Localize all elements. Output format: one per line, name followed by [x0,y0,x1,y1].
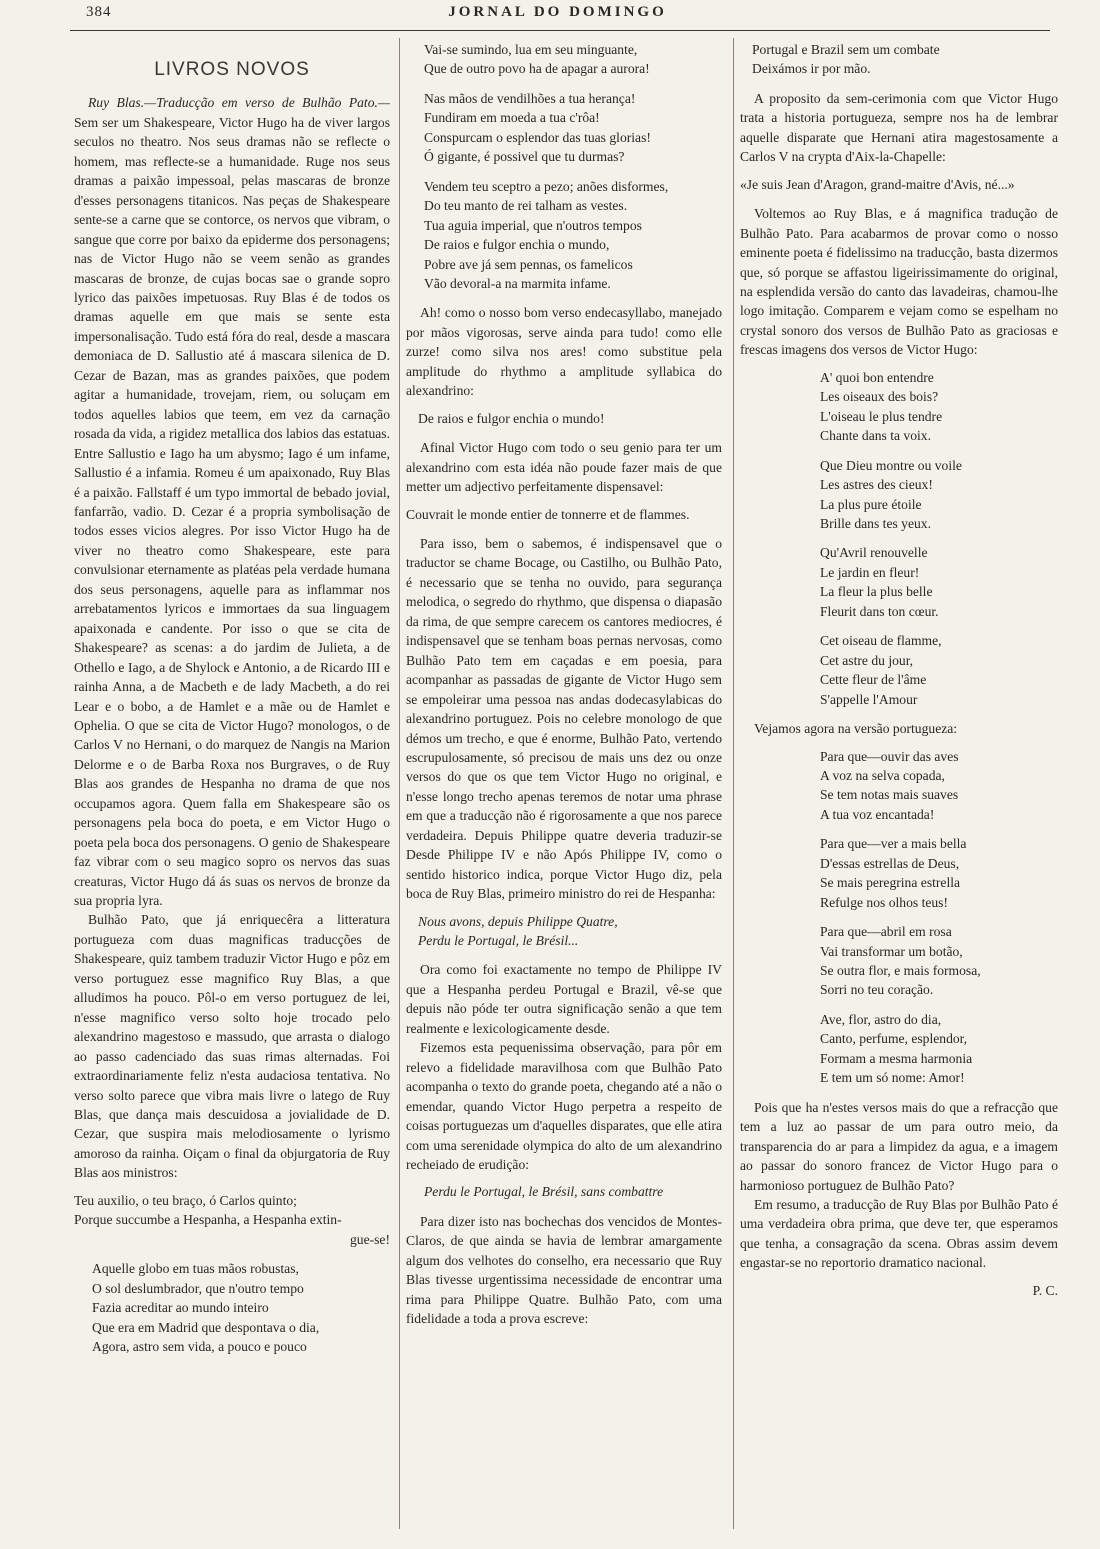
verse-line: O sol deslumbrador, que n'outro tempo [92,1280,304,1296]
header-rule [70,30,1050,31]
verse-line: Tua aguia imperial, que n'outros tempos [424,217,642,233]
column-2 [406,38,722,1529]
quote [406,505,722,524]
verse-line: Ó gigante, é possivel que tu durmas? [424,149,625,165]
verse-line: Qu'Avril renouvelle [820,545,928,561]
portuguese-stanza [740,834,1058,912]
portuguese-stanza [740,922,1058,1000]
quote [740,175,1058,194]
verse-line: De raios e fulgor enchia o mundo, [424,237,610,253]
verse-block [74,1259,390,1356]
verse-block [74,1191,390,1249]
column-divider [733,38,734,1529]
paragraph: Voltemos ao Ruy Blas, e á magnifica tradução de Bulhão Pato. Para acabarmos de provar como o nosso eminente poeta é fidelissimo na traducção, basta dizermos que, só porque se affastou ligeirissimamente do original, na esplendida versão do canto das lavadeiras, chamou-lhe logo imitação. Comparem e vejam como se espelham no crystal sonoro dos versos de Bulhão Pato as graciosas e frescas imagens dos versos de Victor Hugo: [740,206,1058,358]
paragraph: Em resumo, a traducção de Ruy Blas por Bulhão Pato é uma verdadeira obra prima, que deve ter, que esperamos que tenha, a consagração da scena. Obras assim devem engastar-se no reportorio dramatico nacional. [740,1197,1058,1271]
page-number: 384 [86,4,112,20]
verse-line: Se tem notas mais suaves [820,787,959,803]
verse-line: Perdu le Portugal, le Brésil... [418,933,579,949]
verse-block [406,89,722,167]
verse-line: Formam a mesma harmonia [820,1050,973,1066]
paragraph-text: Sem ser um Shakespeare, Victor Hugo ha de viver largos seculos no theatro. Nos seus dramas não se reflecte o homem, mas reflecte-se a humanidade. Ruge nos seus dramas a paixão impessoal, pelas mascaras de bronze d'esses personagens titanicos. Nas peças de Shakespeare sente-se a carne que se contorce, os nervos que vibram, o sangue que corre por baixo da epiderme dos personagens; nas de Victor Hugo não se veem senão as grandes mascaras de bronze, de cujas bocas sae o grande sopro lyrico das paixões impetuosas. Ruy Blas é de todos os dramas aquelle em que mais se sente esta impersonalisação. Tudo está fóra do real, desde a mascara demoniaca de D. Sallustio até á mascara silenica de D. Cezar de Bazan, mas as grandes paixões, que podem agitar a humanidade, trovejam, riem, ou soluçam em todos aquelles labios que teem, em vez da carnação rosada da vida, a rigidez metallica dos labios das estatuas. Entre Sallustio e Iago ha um abysmo; Iago é um infame, Sallustio é a infamia. Romeu é um apaixonado, Ruy Blas é a paixão. Fallstaff é um typo immortal de bebado jovial, fanfarrão, vadio. D. Cezar é a propria symbolisação de todos esses vicios alegres. Por isso Victor Hugo ha de viver no theatro como Shakespeare, este para convulsionar eternamente as platéas pela verdade humana dos seus personagens, aquelle para as inflammar nos arrebatamentos lyricos e immortaes da sua linguagem apaixonada e candente. Por isso o que se cita de Shakespeare? as scenas: a do jardim de Julieta, a de Othello e Iago, a de Shylock e Antonio, a de Ricardo III e rainha Anna, a de Macbeth e de lady Macbeth, a do rei Lear e o bobo, a de Hamlet e a mãe ou de Hamlet e Ophelia. O que se cita de Victor Hugo? monologos, o de Carlos V no Hernani, o do marquez de Nangis na Marion Delorme e o de Barba Roxa nos Burgraves, o de Ruy Blas aos grandes de Hespanha no drama de que nos occupamos agora. Quem falla em Shakespeare são os personagens pela boca do poeta, e em Victor Hugo o poeta pela boca dos personagens. O genio de Shakespeare faz vibrar com o seu magico sopro os nervos das suas creaturas, Victor Hugo dá ás suas os nervos de bronze da sua propria lyra. [74,114,390,909]
french-stanza [740,368,1058,446]
verse-line: Agora, astro sem vida, a pouco e pouco [92,1339,307,1354]
section-title: LIVROS NOVOS [154,59,310,80]
verse-line: Do teu manto de rei talham as vestes. [424,198,628,214]
verse-line: Deixámos ir por mão. [752,61,871,77]
paragraph: Para isso, bem o sabemos, é indispensavel que o traductor se chame Bocage, ou Castilho, ou Bulhão Pato, é necessario que se tenha no ouvido, para segurança melodica, o segredo do rhythmo, que dispensa o diapasão da rima, de que sempre carecem os cantores mediocres, é indispensavel que se tenham boas pernas nervosas, como Bulhão Pato tem em caçadas e em poesia, para acompanhar as passadas de gigante de Victor Hugo sem se empoleirar uma pessoa nas andas dodecasylabicas do alexandrino portuguez. Pois no celebre monologo de que démos um trecho, e que é enorme, Bulhão Pato, vertendo escrupulosamente, só precisou de mais uns dez ou onze versos do que os que tem Victor Hugo no original, e n'esse longo trecho apenas teremos de notar uma phrase em que a traducção não é rigorosamente a que nos parece verdadeira. Depuis Philippe quatre deveria traduzir-se Desde Philippe IV e não Após Philippe IV, como o sentido historico indica, porque Victor Hugo diz, pela boca de Ruy Blas, primeiro ministro do rei de Hespanha: [406,535,722,902]
verse-line: Se mais peregrina estrella [820,875,961,891]
verse-line: Para que—ver a mais bella [820,836,967,852]
quote [406,1182,722,1201]
verse-line: A tua voz encantada! [820,806,935,822]
quote [740,40,1058,79]
verse-line: A' quoi bon entendre [820,369,934,385]
verse-line: Que Dieu montre ou voile [820,457,962,473]
review-heading: Ruy Blas.—Traducção em verso de Bulhão Pato.— [88,95,390,111]
verse-line: Para que—ouvir das aves [820,748,959,764]
verse-line: Fundiram em moeda a tua c'rôa! [424,110,600,126]
verse-line: D'essas estrellas de Deus, [820,855,960,871]
verse-line: Nas mãos de vendilhões a tua herança! [424,90,636,106]
verse-block [406,40,722,79]
verse-line: Canto, perfume, esplendor, [820,1031,968,1047]
paragraph: A proposito da sem-cerimonia com que Victor Hugo trata a historia portugueza, sempre nos ha de lembrar aquelle disparate que Hernani atira magestosamente a Carlos V na crypta d'Aix-la-Chapelle: [740,90,1058,165]
signature: P. C. [1032,1282,1058,1298]
column-3 [740,38,1058,1529]
french-stanza [740,456,1058,534]
verse-line: Que de outro povo ha de apagar a aurora! [424,61,650,77]
paragraph: Pois que ha n'estes versos mais do que a refracção que tem a luz ao passar de um para outro meio, da transparencia do ar para a limpidez da agua, e a imagem ao passar do sonoro francez de Victor Hugo para o harmonioso portuguez de Bulhão Pato? [740,1099,1058,1193]
verse-line: Se outra flor, e mais formosa, [820,963,981,979]
paragraph: Ah! como o nosso bom verso endecasyllabo, manejado por mãos vigorosas, serve ainda para tudo! como elle zurze! como silva nos ares! como substitue pela amplitude do rhythmo a amplitude syllabica do alexandrino: [406,305,722,399]
verse-line: Ave, flor, astro do dia, [820,1011,942,1027]
verse-line: Sorri no teu coração. [820,982,934,998]
paragraph [74,93,390,910]
verse-line: Nous avons, depuis Philippe Quatre, [418,913,618,929]
paragraph: Afinal Victor Hugo com todo o seu genio para ter um alexandrino com esta idéa não poude fazer mais de que metter um adjectivo perfeitamente dispensavel: [406,440,722,495]
verse-line: S'appelle l'Amour [820,691,918,707]
verse-line: Refulge nos olhos teus! [820,894,948,910]
verse-line: Aquelle globo em tuas mãos robustas, [92,1261,299,1277]
verse-line: A voz na selva copada, [820,767,945,783]
masthead [70,2,1045,26]
verse-line: Les oiseaux des bois? [820,389,939,405]
verse-line: De raios e fulgor enchia o mundo! [418,410,605,426]
verse-line: La fleur la plus belle [820,584,933,600]
quote [406,912,722,951]
verse-line: Cet oiseau de flamme, [820,633,942,649]
quote [406,409,722,428]
verse-line: Les astres des cieux! [820,477,933,493]
verse-line: Que era em Madrid que despontava o dia, [92,1319,320,1335]
journal-title: JORNAL DO DOMINGO [448,4,667,20]
paragraph: Ora como foi exactamente no tempo de Philippe IV que a Hespanha perdeu Portugal e Brazil, vê-se que depuis não póde ter outra significação senão a que tem realmente e lexicologicamente desde. [406,962,722,1036]
verse-line: E tem um só nome: Amor! [820,1070,965,1086]
verse-line: Porque succumbe a Hespanha, a Hespanha extin- [74,1212,342,1228]
verse-line: Fleurit dans ton cœur. [820,603,939,619]
verse-line: Cette fleur de l'âme [820,672,927,688]
verse-line: Vai-se sumindo, lua em seu minguante, [424,42,638,57]
paragraph: Vejamos agora na versão portugueza: [754,721,958,737]
verse-line: La plus pure étoile [820,496,922,512]
verse-line: Portugal e Brazil sem um combate [752,42,940,57]
verse-line: Cet astre du jour, [820,652,914,668]
verse-line: Perdu le Portugal, le Brésil, sans combattre [424,1184,664,1200]
verse-line: Chante dans ta voix. [820,428,931,444]
verse-line: Teu auxilio, o teu braço, ó Carlos quinto; [74,1192,297,1208]
verse-line: Le jardin en fleur! [820,564,920,580]
verse-line: L'oiseau le plus tendre [820,408,943,424]
verse-line: Vendem teu sceptro a pezo; anões disformes, [424,178,669,194]
paragraph: Fizemos esta pequenissima observação, para pôr em relevo a fidelidade maravilhosa com que Bulhão Pato acompanha o texto do grande poeta, chegando até a não o emendar, quando Victor Hugo perpetra a respeito de coisas portuguezas um d'aquelles disparates, que elle atira com uma serenidade olympica do alto de um alexandrino recheiado de erudição: [406,1040,722,1173]
portuguese-stanza [740,747,1058,825]
french-stanza [740,543,1058,621]
verse-block [406,177,722,294]
paragraph: Para dizer isto nas bochechas dos vencidos de Montes-Claros, de que ainda se havia de lembrar amargamente algum dos velhotes do conselho, era necessario que Ruy Blas tivesse urgentissima necessidade de encontrar uma rima para Philippe Quatre. Bulhão Pato, com uma fidelidade a toda a prova escreve: [406,1213,722,1327]
verse-line: Couvrait le monde entier de tonnerre et de flammes. [406,506,690,522]
verse-line: Brille dans tes yeux. [820,515,931,531]
verse-line: Vão devoral-a na marmita infame. [424,275,611,291]
verse-line: Para que—abril em rosa [820,924,952,940]
verse-line: Vai transformar um botão, [820,943,963,959]
verse-line: Fazia acreditar ao mundo inteiro [92,1300,269,1316]
verse-line: Conspurcam o esplendor das tuas glorias! [424,129,651,145]
portuguese-stanza [740,1010,1058,1088]
paragraph: Bulhão Pato, que já enriquecêra a litteratura portugueza com duas magnificas traducções de Shakespeare, quiz tambem traduzir Victor Hugo e pôz em verso portuguez esse magnifico Ruy Blas, a que alludimos ha pouco. Pôl-o em verso portuguez de lei, n'esse magnifico verso solto hoje trocado pelo alexandrino magestoso e massudo, que arrasta o dialogo ao passo cadenciado das suas rimas alternadas. Foi extraordinariamente feliz n'esta audaciosa tentativa. No verso solto parece que vibra mais livre o latego de Ruy Blas, que dança mais descuidosa a jovialidade de D. Cezar, que suspira mais melodiosamente o lyrismo amoroso da rainha. Oiçam o final da objurgatoria de Ruy Blas aos ministros: [74,912,390,1181]
column-divider [399,38,400,1529]
verse-line: «Je suis Jean d'Aragon, grand-maitre d'Avis, né...» [740,176,1015,192]
column-1 [74,38,390,1529]
verse-line: gue-se! [349,1231,390,1247]
verse-line: Pobre ave já sem pennas, os famelicos [424,256,633,272]
french-stanza [740,631,1058,709]
